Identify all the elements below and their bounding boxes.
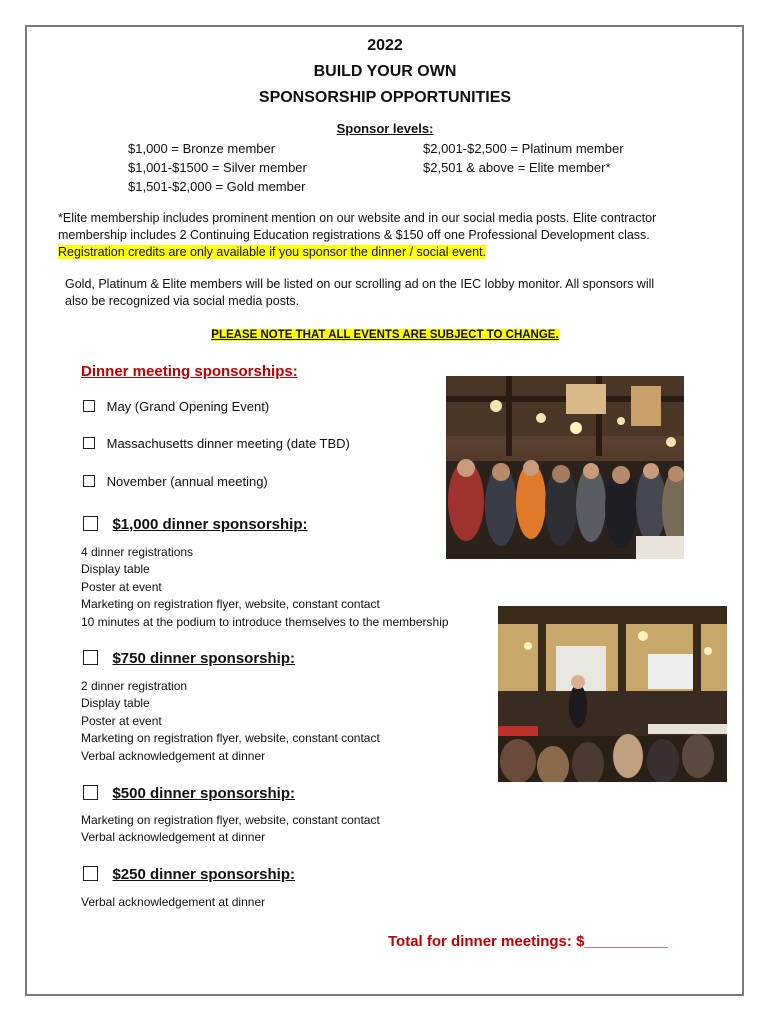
checkbox-november[interactable] — [83, 475, 95, 487]
tier-500-benefits — [81, 812, 380, 847]
dinner-photo-crowd-image — [446, 376, 684, 559]
dinner-photo-crowd — [446, 376, 684, 559]
sponsor-levels-heading: Sponsor levels: — [336, 121, 434, 136]
elite-note-line1: *Elite membership includes prominent mention on our website and in our social media posts. Elite contractor — [58, 211, 657, 225]
tier-750-benefits — [81, 678, 380, 765]
benefit-item: 4 dinner registrations — [81, 545, 194, 559]
benefit-item: Display table — [81, 696, 150, 711]
benefit-item: Marketing on registration flyer, website, constant contact — [81, 731, 380, 746]
benefit-item: Display table — [81, 562, 150, 577]
dinner-heading: Dinner meeting sponsorships: — [81, 363, 298, 380]
benefit-item: 10 minutes at the podium to introduce themselves to the membership — [81, 614, 449, 629]
total-dinner-meetings: Total for dinner meetings: $__________ — [388, 933, 668, 950]
option-massachusetts-label: Massachusetts dinner meeting (date TBD) — [106, 436, 350, 451]
checkbox-may[interactable] — [83, 400, 95, 412]
tier-1000-benefits — [81, 544, 449, 631]
tier-1000-title: $1,000 dinner sponsorship: — [112, 516, 308, 533]
option-may[interactable] — [83, 398, 269, 416]
benefit-item: Verbal acknowledgement at dinner — [81, 748, 266, 763]
level-silver: $1,001-$1500 = Silver member — [128, 160, 307, 175]
benefit-item: 2 dinner registration — [81, 679, 188, 693]
checkbox-tier-500[interactable] — [83, 785, 98, 800]
option-massachusetts[interactable] — [83, 435, 350, 453]
lobby-note — [65, 276, 735, 310]
lobby-note-line2: also be recognized via social media posts. — [65, 294, 300, 308]
option-november[interactable] — [83, 473, 268, 491]
level-gold: $1,501-$2,000 = Gold member — [128, 179, 306, 194]
checkbox-tier-1000[interactable] — [83, 516, 98, 531]
level-elite: $2,501 & above = Elite member* — [423, 160, 611, 175]
checkbox-massachusetts[interactable] — [83, 437, 95, 449]
tier-750[interactable] — [83, 650, 295, 668]
benefit-item: Verbal acknowledgement at dinner — [81, 830, 266, 845]
tier-500-title: $500 dinner sponsorship: — [112, 785, 295, 802]
benefit-item: Marketing on registration flyer, website, constant contact — [81, 813, 380, 827]
level-bronze: $1,000 = Bronze member — [128, 141, 276, 156]
checkbox-tier-750[interactable] — [83, 650, 98, 665]
lobby-note-line1: Gold, Platinum & Elite members will be listed on our scrolling ad on the IEC lobby monitor. All sponsors will — [65, 277, 655, 291]
levels-left — [128, 139, 307, 196]
benefit-item: Poster at event — [81, 713, 162, 728]
change-notice: PLEASE NOTE THAT ALL EVENTS ARE SUBJECT TO CHANGE. — [211, 329, 559, 341]
checkbox-tier-250[interactable] — [83, 866, 98, 881]
levels-right — [423, 139, 624, 177]
tier-750-title: $750 dinner sponsorship: — [112, 650, 295, 667]
doc-title-line2: SPONSORSHIP OPPORTUNITIES — [258, 89, 512, 106]
tier-250[interactable] — [83, 866, 295, 884]
doc-title-line1: BUILD YOUR OWN — [313, 63, 457, 80]
dinner-photo-speaker — [498, 606, 727, 782]
benefit-item: Marketing on registration flyer, website, constant contact — [81, 597, 380, 612]
tier-250-benefits — [81, 894, 265, 911]
option-november-label: November (annual meeting) — [106, 474, 268, 489]
elite-note-line2: membership includes 2 Continuing Education registrations & $150 off one Professional Development class. — [58, 228, 650, 242]
benefit-item: Poster at event — [81, 579, 162, 594]
elite-note — [58, 210, 738, 261]
benefit-item: Verbal acknowledgement at dinner — [81, 895, 266, 909]
option-may-label: May (Grand Opening Event) — [106, 399, 270, 414]
tier-250-title: $250 dinner sponsorship: — [112, 866, 295, 883]
level-platinum: $2,001-$2,500 = Platinum member — [423, 141, 624, 156]
dinner-photo-speaker-image — [498, 606, 727, 782]
tier-1000[interactable] — [83, 516, 308, 534]
credits-note: Registration credits are only available if you sponsor the dinner / social event. — [58, 245, 487, 259]
doc-year: 2022 — [367, 37, 403, 54]
tier-500[interactable] — [83, 785, 295, 803]
